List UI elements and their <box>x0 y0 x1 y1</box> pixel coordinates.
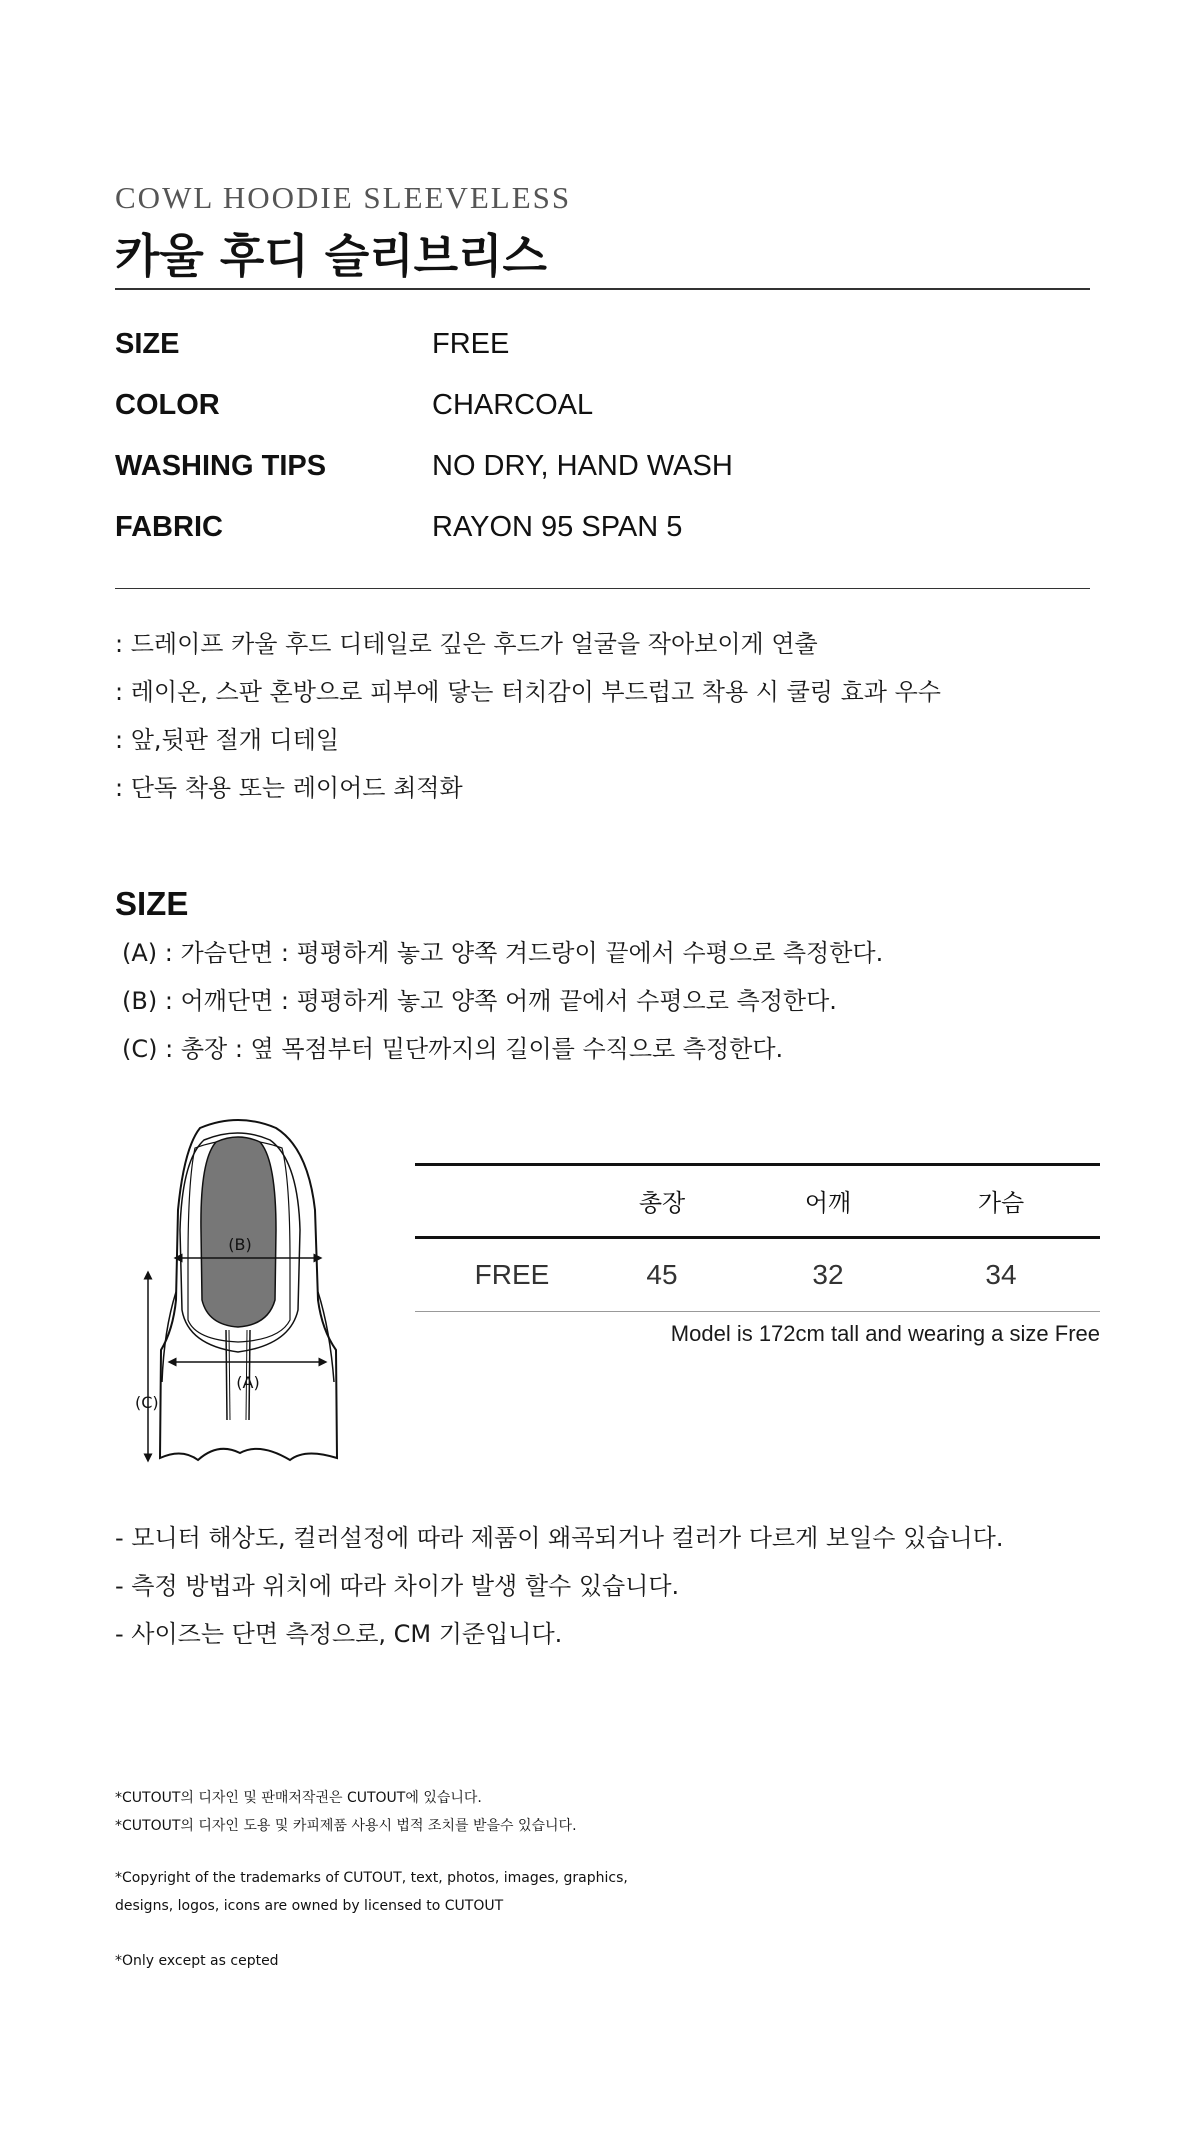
spec-value: CHARCOAL <box>432 389 594 421</box>
footer-copyright-cont: designs, logos, icons are owned by licensed to CUTOUT <box>115 1898 504 1914</box>
spec-label: SIZE <box>115 328 180 360</box>
spec-value: FREE <box>432 328 510 360</box>
table-cell-chest: 34 <box>985 1259 1017 1290</box>
spec-label: FABRIC <box>115 511 223 543</box>
garment-measurement-diagram <box>135 1120 360 1480</box>
spec-label: COLOR <box>115 389 220 421</box>
table-top-rule <box>415 1163 1100 1166</box>
spec-divider <box>115 588 1090 589</box>
footer-legal-warning: *CUTOUT의 디자인 도용 및 카피제품 사용시 법적 조치를 받을수 있습니다. <box>115 1818 577 1834</box>
footer-copyright: *Copyright of the trademarks of CUTOUT, text, photos, images, graphics, <box>115 1870 628 1886</box>
spec-label: WASHING TIPS <box>115 450 327 482</box>
table-header-chest: 가슴 <box>977 1189 1025 1217</box>
table-header-shoulder: 어깨 <box>804 1189 852 1217</box>
diagram-label-c: (C) <box>135 1393 159 1412</box>
spec-row-color <box>115 389 1090 429</box>
table-header-length: 총장 <box>638 1189 686 1217</box>
spec-value: RAYON 95 SPAN 5 <box>432 511 683 543</box>
table-cell-shoulder: 32 <box>812 1259 844 1290</box>
spec-row-size <box>115 328 1090 368</box>
size-heading: SIZE <box>115 885 189 922</box>
measurement-line-c: (C) : 총장 : 옆 목점부터 밑단까지의 길이를 수직으로 측정한다. <box>122 1035 784 1063</box>
description-line: : 단독 착용 또는 레이어드 최적화 <box>115 774 463 802</box>
table-header-rule <box>415 1236 1100 1239</box>
footer-exception: *Only except as cepted <box>115 1953 279 1969</box>
table-cell-length: 45 <box>646 1259 678 1290</box>
description-line: : 드레이프 카울 후드 디테일로 깊은 후드가 얼굴을 작아보이게 연출 <box>115 630 818 658</box>
diagram-label-b: (B) <box>228 1235 252 1254</box>
product-title-en: COWL HOODIE SLEEVELESS <box>115 180 572 215</box>
spec-row-fabric <box>115 511 1090 551</box>
spec-row-washing-tips <box>115 450 1090 490</box>
footer-design-rights: *CUTOUT의 디자인 및 판매저작권은 CUTOUT에 있습니다. <box>115 1790 482 1806</box>
model-note: Model is 172cm tall and wearing a size Free <box>670 1321 1100 1346</box>
table-cell-size: FREE <box>474 1259 550 1290</box>
measurement-line-a: (A) : 가슴단면 : 평평하게 놓고 양쪽 겨드랑이 끝에서 수평으로 측정한다. <box>122 939 884 967</box>
spec-value: NO DRY, HAND WASH <box>432 450 733 482</box>
product-title-ko: 카울 후디 슬리브리스 <box>115 229 547 283</box>
diagram-label-a: (A) <box>236 1373 260 1392</box>
measurement-line-b: (B) : 어깨단면 : 평평하게 놓고 양쪽 어깨 끝에서 수평으로 측정한다. <box>122 987 837 1015</box>
table-bottom-rule <box>415 1311 1100 1312</box>
description-line: : 앞,뒷판 절개 디테일 <box>115 726 340 754</box>
note-line: - 모니터 해상도, 컬러설정에 따라 제품이 왜곡되거나 컬러가 다르게 보일수 있습니다. <box>115 1524 1004 1552</box>
note-line: - 측정 방법과 위치에 따라 차이가 발생 할수 있습니다. <box>115 1572 680 1600</box>
title-divider <box>115 288 1090 290</box>
description-line: : 레이온, 스판 혼방으로 피부에 닿는 터치감이 부드럽고 착용 시 쿨링 효과 우수 <box>115 678 941 706</box>
note-line: - 사이즈는 단면 측정으로, CM 기준입니다. <box>115 1620 563 1648</box>
